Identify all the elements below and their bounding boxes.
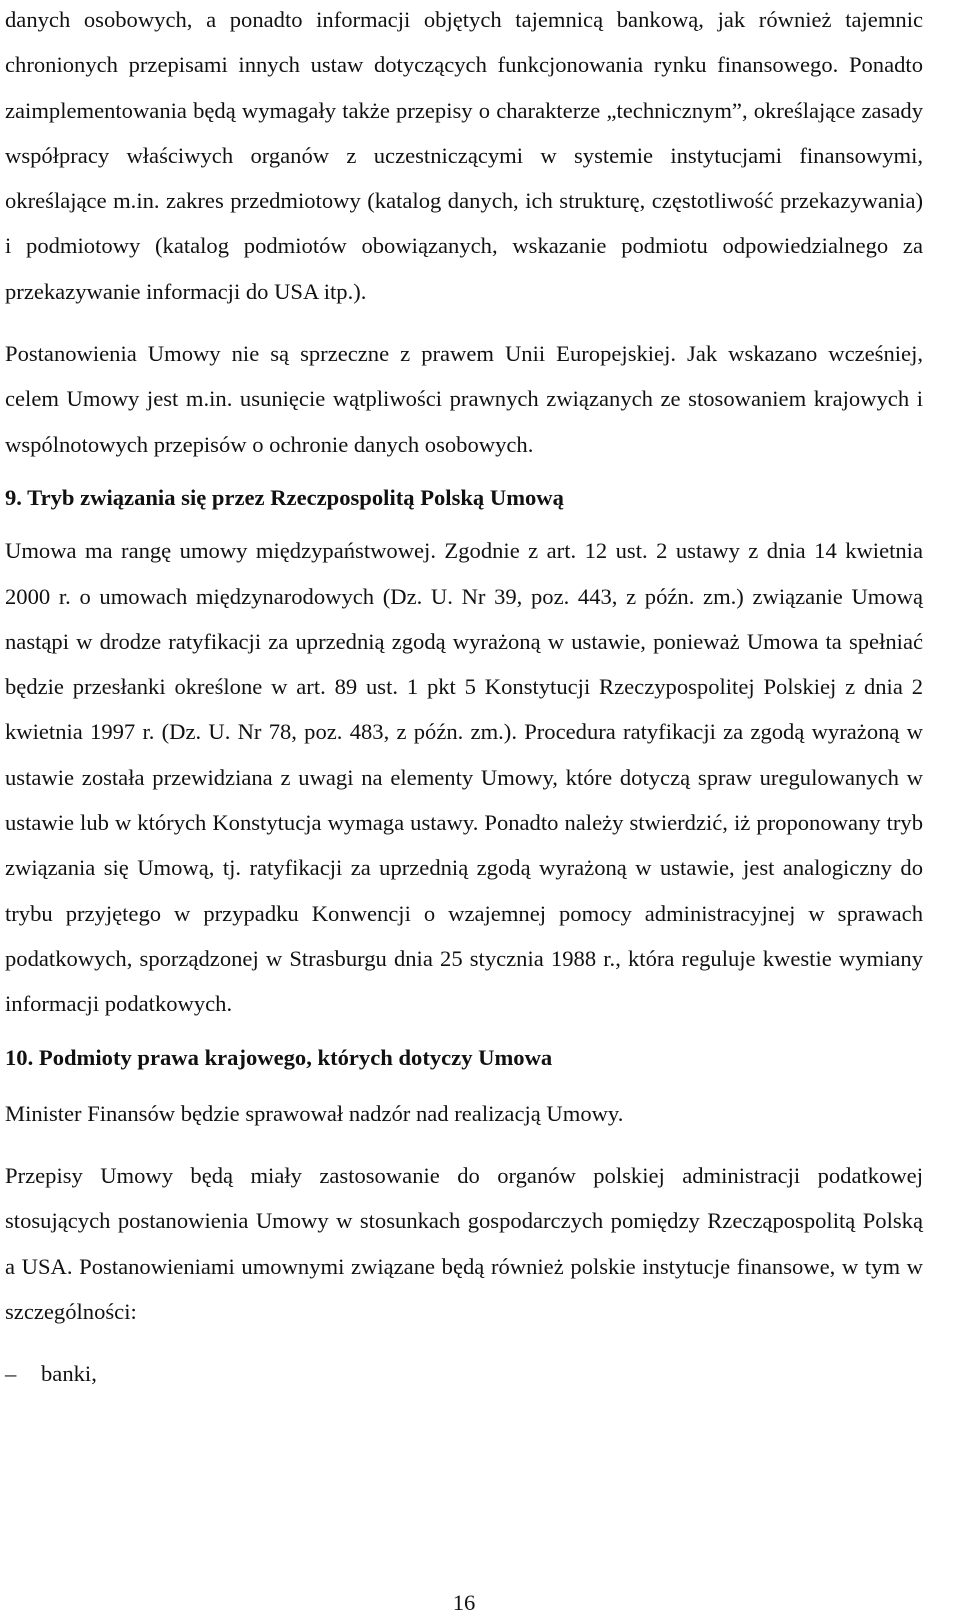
section-10-heading: 10. Podmioty prawa krajowego, których dotyczy Umowa: [5, 1044, 553, 1070]
page-number: 16: [452, 1590, 476, 1615]
document-body: [5, 0, 923, 1397]
paragraph-data-protection: danych osobowych, a ponadto informacji objętych tajemnicą bankową, jak również tajemnic chronionych przepisami innych ustaw dotyczących funkcjonowania rynku finansowego. Ponadto zaimplementowania będą wymagały także przepisy o charakterze „technicznym”, określające zasady współpracy właściwych organów z uczestniczącymi w systemie instytucjami finansowymi, określające m.in. zakres przedmiotowy (katalog danych, ich strukturę, częstotliwość przekazywania) i podmiotowy (katalog podmiotów obowiązanych, wskazanie podmiotu odpowiedzialnego za przekazywanie informacji do USA itp.).: [5, 7, 923, 304]
list-item-text: banki,: [41, 1361, 97, 1387]
list-item: [5, 1351, 923, 1396]
paragraph-eu-law: Postanowienia Umowy nie są sprzeczne z prawem Unii Europejskiej. Jak wskazano wcześniej, celem Umowy jest m.in. usunięcie wątpliwości prawnych związanych ze stosowaniem krajowych i wspólnotowych przepisów o ochronie danych osobowych.: [5, 341, 923, 457]
section-9-paragraph: Umowa ma rangę umowy międzypaństwowej. Zgodnie z art. 12 ust. 2 ustawy z dnia 14 kwietnia 2000 r. o umowach międzynarodowych (Dz. U. Nr 39, poz. 443, z późn. zm.) związanie Umową nastąpi w drodze ratyfikacji za uprzednią zgodą wyrażoną w ustawie, ponieważ Umowa ta spełniać będzie przesłanki określone w art. 89 ust. 1 pkt 5 Konstytucji Rzeczypospolitej Polskiej z dnia 2 kwietnia 1997 r. (Dz. U. Nr 78, poz. 483, z późn. zm.). Procedura ratyfikacji za zgodą wyrażoną w ustawie została przewidziana z uwagi na elementy Umowy, które dotyczą spraw uregulowanych w ustawie lub w których Konstytucja wymaga ustawy. Ponadto należy stwierdzić, iż proponowany tryb związania się Umową, tj. ratyfikacji za uprzednią zgodą wyrażoną w ustawie, jest analogiczny do trybu przyjętego w przypadku Konwencji o wzajemnej pomocy administracyjnej w sprawach podatkowych, sporządzonej w Strasburgu dnia 25 stycznia 1988 r., która reguluje kwestie wymiany informacji podatkowych.: [5, 538, 923, 1017]
list-dash-marker: –: [5, 1361, 17, 1387]
section-10-paragraph-scope: Przepisy Umowy będą miały zastosowanie do organów polskiej administracji podatkowej stosujących postanowienia Umowy w stosunkach gospodarczych pomiędzy Rzecząpospolitą Polską a USA. Postanowieniami umownymi związane będą również polskie instytucje finansowe, w tym w szczególności:: [5, 1163, 923, 1325]
section-9-heading: 9. Tryb związania się przez Rzeczpospolitą Polską Umową: [5, 484, 564, 510]
institutions-list: [5, 1351, 923, 1396]
section-10-paragraph-minister: Minister Finansów będzie sprawował nadzór nad realizacją Umowy.: [5, 1100, 624, 1126]
